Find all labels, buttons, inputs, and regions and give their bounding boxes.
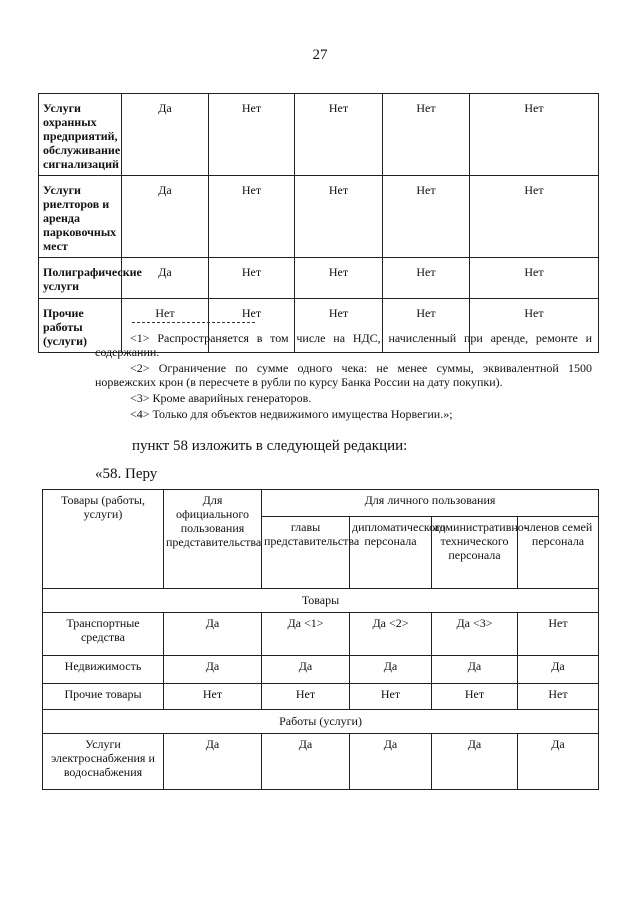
table-cell: Нет (164, 684, 262, 710)
section-row (43, 710, 599, 734)
table-cell: Нет (518, 613, 599, 656)
table-cell: Нет (383, 176, 470, 258)
table-row (43, 684, 599, 710)
footnote-3: <3> Кроме аварийных генераторов. (130, 391, 312, 405)
table-row (39, 176, 599, 258)
table-cell: Да (164, 613, 262, 656)
row-label: Прочие товары (43, 684, 164, 710)
table-cell: Нет (262, 684, 350, 710)
amendment-instruction: пункт 58 изложить в следующей редакции: (132, 438, 408, 454)
section-row (43, 589, 599, 613)
table-cell: Нет (383, 299, 470, 353)
table-cell: Да (164, 656, 262, 684)
services-table-continued (38, 93, 599, 353)
table-cell: Нет (470, 299, 599, 353)
table-cell: Нет (295, 258, 383, 299)
table-cell: Да (122, 176, 209, 258)
service-label: Полиграфические услуги (39, 258, 122, 299)
table-cell: Да (164, 734, 262, 790)
table-cell: Да (262, 656, 350, 684)
peru-privileges-table (42, 489, 599, 790)
header-personal: Для личного пользования (262, 490, 599, 517)
page-number: 27 (312, 47, 328, 63)
row-label: Услуги электроснабжения и водоснабжения (43, 734, 164, 790)
table-cell: Нет (383, 94, 470, 176)
table-cell: Да (350, 656, 432, 684)
header-heads: главы представительства (262, 517, 350, 589)
header-families: членов семей персонала (518, 517, 599, 589)
table-cell: Да <1> (262, 613, 350, 656)
service-label: Услуги риелторов и аренда парковочных мест (39, 176, 122, 258)
footnote-2: <2> Ограничение по сумме одного чека: не менее суммы, эквивалентной 1500 норвежских крон (в пересчете в рубли по курсу Банка России на дату покупки). (95, 361, 592, 389)
table-cell: Нет (432, 684, 518, 710)
point-58-heading: «58. Перу (95, 466, 158, 482)
row-label: Транспортные средства (43, 613, 164, 656)
table-header-row (43, 490, 599, 517)
table-cell: Нет (209, 94, 295, 176)
table-cell: Нет (383, 258, 470, 299)
footnote-separator (132, 322, 255, 323)
table-cell: Нет (295, 176, 383, 258)
table-row (43, 613, 599, 656)
footnote-1: <1> Распространяется в том числе на НДС, начисленный при аренде, ремонте и содержании. (95, 331, 592, 359)
table-cell: Да (518, 656, 599, 684)
table-cell: Нет (470, 94, 599, 176)
service-label: Прочие работы (услуги) (39, 299, 122, 353)
table-cell: Да (432, 734, 518, 790)
table-cell: Нет (295, 299, 383, 353)
table-cell: Нет (470, 258, 599, 299)
header-goods: Товары (работы, услуги) (43, 490, 164, 589)
header-admin: административно-технического персонала (432, 517, 518, 589)
footnote-4: <4> Только для объектов недвижимого имущества Норвегии.»; (130, 407, 453, 421)
section-works: Работы (услуги) (43, 710, 599, 734)
table-cell: Нет (518, 684, 599, 710)
table-row (43, 734, 599, 790)
table-cell: Да (262, 734, 350, 790)
table-row (43, 656, 599, 684)
table-cell: Да <3> (432, 613, 518, 656)
table-cell: Да <2> (350, 613, 432, 656)
table-cell: Нет (470, 176, 599, 258)
header-official: Для официального пользования представительства (164, 490, 262, 589)
table-cell: Да (350, 734, 432, 790)
table-cell: Нет (209, 176, 295, 258)
service-label: Услуги охранных предприятий, обслуживание сигнализаций (39, 94, 122, 176)
header-diplomatic: дипломатического персонала (350, 517, 432, 589)
table-cell: Нет (350, 684, 432, 710)
table-cell: Нет (122, 299, 209, 353)
row-label: Недвижимость (43, 656, 164, 684)
section-goods: Товары (43, 589, 599, 613)
table-cell: Да (518, 734, 599, 790)
table-cell: Да (432, 656, 518, 684)
table-row (39, 258, 599, 299)
table-cell: Нет (209, 258, 295, 299)
table-cell: Да (122, 258, 209, 299)
table-row (39, 94, 599, 176)
table-cell: Нет (209, 299, 295, 353)
table-cell: Да (122, 94, 209, 176)
table-cell: Нет (295, 94, 383, 176)
